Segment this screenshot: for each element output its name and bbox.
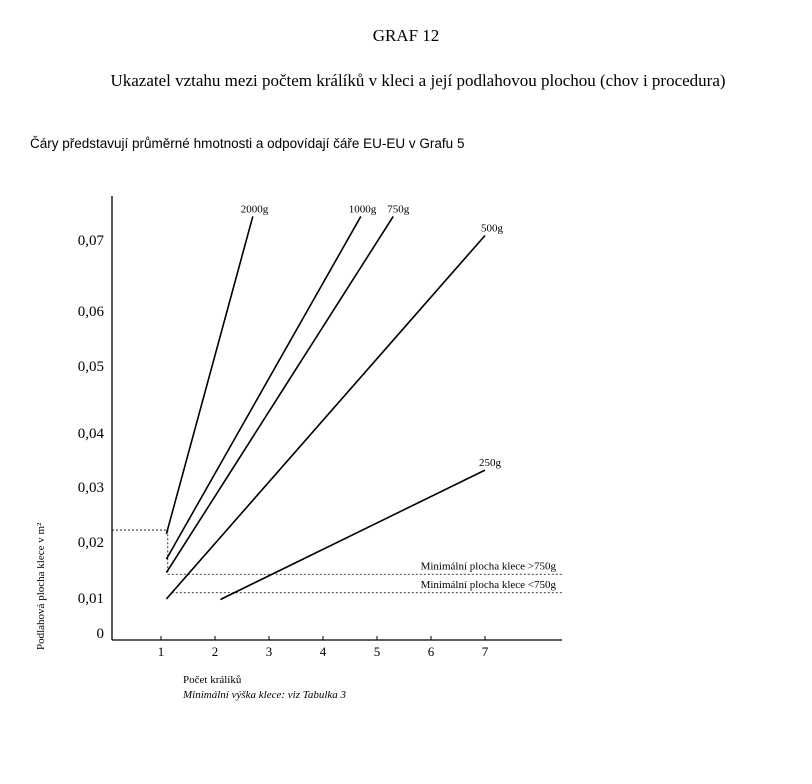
reference-line [172, 579, 562, 593]
series-line [166, 235, 485, 598]
y-tick-label: 0,05 [77, 359, 104, 375]
series-label: 500g [481, 222, 503, 235]
y-ticks [78, 233, 105, 642]
series-label: 1000g [348, 203, 377, 216]
series-line [166, 216, 393, 572]
x-tick-label: 1 [157, 644, 165, 659]
x-tick-label: 4 [319, 644, 327, 659]
y-tick-label: 0,01 [77, 591, 104, 607]
series-label: 250g [479, 457, 501, 470]
x-tick-label: 7 [481, 644, 489, 659]
y-tick-label: 0,06 [77, 304, 104, 320]
series-line [166, 216, 360, 559]
x-tick-label: 3 [265, 644, 273, 659]
series-label: 750g [387, 203, 410, 216]
y-tick-label: 0,03 [77, 480, 104, 496]
x-axis-label: Počet králíků [183, 674, 242, 686]
x-tick-label: 2 [211, 644, 219, 659]
x-axis-note: Minimální výška klece: viz Tabulka 3 [183, 689, 347, 701]
series-lines [166, 203, 503, 599]
series-line [166, 216, 252, 534]
axes [112, 196, 562, 640]
chart-subtitle: Ukazatel vztahu mezi počtem králíků v kleci a její podlahovou plochou (chov i procedura) [110, 71, 726, 90]
y-tick-label: 0,07 [77, 233, 104, 249]
y-tick-label: 0,04 [77, 426, 104, 442]
x-tick-label: 5 [373, 644, 381, 659]
series [166, 203, 409, 572]
series-label: 2000g [240, 203, 269, 216]
chart-title: GRAF 12 [372, 26, 440, 45]
y-axis-label: Podlahová plocha klece v m² [35, 522, 47, 650]
series [166, 203, 268, 534]
reference-line-label: Minimální plocha klece >750g [420, 560, 556, 573]
y-tick-label: 0,02 [77, 535, 104, 551]
y-tick-label: 0 [96, 626, 104, 642]
series [166, 222, 503, 598]
x-tick-label: 6 [427, 644, 435, 659]
reference-line-label: Minimální plocha klece <750g [420, 578, 556, 591]
chart-note: Čáry představují průměrné hmotnosti a odpovídají čáře EU-EU v Grafu 5 [30, 136, 465, 151]
series [166, 203, 376, 559]
